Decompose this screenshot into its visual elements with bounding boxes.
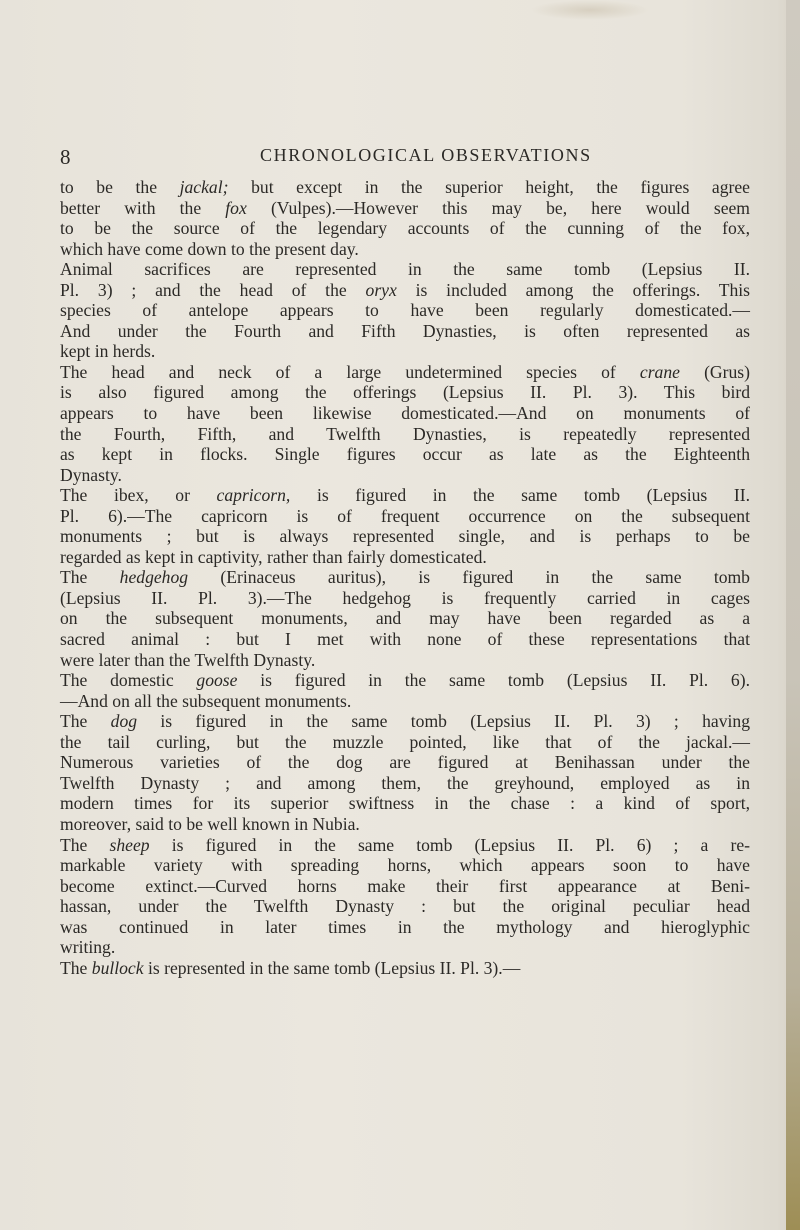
- text-line: [60, 300, 750, 321]
- line-text: is figured in the same tomb (Lepsius II. Pl. 6).: [237, 670, 750, 691]
- line-text: moreover, said to be well known in Nubia.: [60, 813, 360, 834]
- line-text: as kept in flocks. Single figures occur as late as the Eighteenth: [60, 444, 750, 465]
- text-line: [60, 485, 750, 506]
- text-line: [60, 403, 750, 424]
- line-text: The: [60, 567, 120, 588]
- line-text: Pl. 3) ; and the head of the: [60, 279, 366, 300]
- italic-term: bullock: [91, 957, 144, 978]
- italic-term: capricorn,: [216, 485, 291, 506]
- line-text: regarded as kept in captivity, rather than fairly domesticated.: [60, 546, 487, 567]
- text-line: [60, 608, 750, 629]
- line-text: hassan, under the Twelfth Dynasty : but the original peculiar head: [60, 896, 750, 917]
- line-text: The: [60, 834, 110, 855]
- page-edge: [786, 0, 800, 1230]
- text-line: [60, 382, 750, 403]
- line-text: Numerous varieties of the dog are figured at Benihassan under the: [60, 752, 750, 773]
- line-text: appears to have been likewise domesticated.—And on monuments of: [60, 403, 750, 424]
- italic-term: hedgehog: [119, 567, 189, 588]
- line-text: monuments ; but is always represented single, and is perhaps to be: [60, 526, 750, 547]
- italic-term: oryx: [365, 279, 397, 300]
- line-text: Dynasty.: [60, 464, 122, 485]
- line-text: Animal sacrifices are represented in the same tomb (Lepsius II.: [60, 259, 750, 280]
- line-text: is also figured among the offerings (Lepsius II. Pl. 3). This bird: [60, 382, 750, 403]
- line-text: to be the: [60, 177, 180, 197]
- page-number: 8: [60, 145, 71, 169]
- text-line: [60, 793, 750, 814]
- text-line: [60, 711, 750, 732]
- line-text: the tail curling, but the muzzle pointed, like that of the jackal.—: [60, 731, 750, 752]
- text-line: [60, 547, 750, 568]
- line-text: And under the Fourth and Fifth Dynasties, is often represented as: [60, 320, 750, 341]
- text-line: [60, 835, 750, 856]
- line-text: but except in the superior height, the figures agree: [228, 177, 750, 197]
- text-line: [60, 896, 750, 917]
- line-text: The ibex, or: [60, 485, 217, 506]
- line-text: —And on all the subsequent monuments.: [60, 690, 352, 711]
- italic-term: crane: [639, 361, 680, 382]
- line-text: markable variety with spreading horns, which appears soon to have: [60, 855, 750, 876]
- text-line: [60, 362, 750, 383]
- text-line: [60, 177, 750, 198]
- text-line: [60, 444, 750, 465]
- text-line: [60, 424, 750, 445]
- line-text: is figured in the same tomb (Lepsius II. Pl. 3) ; having: [137, 711, 750, 732]
- line-text: on the subsequent monuments, and may have been regarded as a: [60, 608, 750, 629]
- text-line: [60, 526, 750, 547]
- line-text: were later than the Twelfth Dynasty.: [60, 649, 316, 670]
- line-text: to be the source of the legendary accounts of the cunning of the fox,: [60, 218, 750, 239]
- line-text: The: [60, 957, 92, 978]
- text-line: [60, 629, 750, 650]
- text-line: [60, 917, 750, 938]
- italic-term: sheep: [109, 834, 150, 855]
- running-title: CHRONOLOGICAL OBSERVATIONS: [260, 145, 592, 165]
- page-stain: [530, 0, 650, 20]
- line-text: better with the: [60, 197, 226, 218]
- text-line: [60, 506, 750, 527]
- text-line: [60, 341, 750, 362]
- line-text: is figured in the same tomb (Lepsius II.: [290, 485, 750, 506]
- body-text: [60, 177, 750, 978]
- line-text: sacred animal : but I met with none of these representations that: [60, 629, 750, 650]
- text-line: [60, 280, 750, 301]
- line-text: Pl. 6).—The capricorn is of frequent occurrence on the subsequent: [60, 505, 750, 526]
- line-text: writing.: [60, 937, 116, 958]
- text-line: [60, 588, 750, 609]
- line-text: (Vulpes).—However this may be, here would seem: [246, 197, 750, 218]
- line-text: Twelfth Dynasty ; and among them, the greyhound, employed as in: [60, 772, 750, 793]
- text-line: [60, 752, 750, 773]
- text-line: [60, 773, 750, 794]
- text-line: [60, 691, 750, 712]
- italic-term: fox: [225, 197, 247, 218]
- text-line: [60, 198, 750, 219]
- text-line: [60, 732, 750, 753]
- text-line: [60, 876, 750, 897]
- text-line: [60, 650, 750, 671]
- text-line: [60, 239, 750, 260]
- text-line: [60, 814, 750, 835]
- italic-term: dog: [110, 711, 138, 732]
- line-text: is figured in the same tomb (Lepsius II. Pl. 6) ; a re-: [149, 834, 750, 855]
- text-line: [60, 218, 750, 239]
- text-line: [60, 259, 750, 280]
- text-line: [60, 321, 750, 342]
- line-text: The: [60, 711, 111, 732]
- italic-term: jackal;: [179, 177, 229, 197]
- line-text: the Fourth, Fifth, and Twelfth Dynasties, is repeatedly represented: [60, 423, 750, 444]
- line-text: which have come down to the present day.: [60, 238, 359, 259]
- line-text: kept in herds.: [60, 341, 156, 362]
- italic-term: goose: [196, 670, 238, 691]
- line-text: The head and neck of a large undetermined species of: [60, 361, 640, 382]
- text-line: [60, 937, 750, 958]
- line-text: The domestic: [60, 670, 197, 691]
- line-text: become extinct.—Curved horns make their first appearance at Beni-: [60, 875, 750, 896]
- line-text: (Erinaceus auritus), is figured in the same tomb: [188, 567, 750, 588]
- line-text: (Lepsius II. Pl. 3).—The hedgehog is frequently carried in cages: [60, 587, 750, 608]
- text-line: [60, 465, 750, 486]
- running-head: [60, 142, 750, 169]
- line-text: was continued in later times in the mythology and hieroglyphic: [60, 916, 750, 937]
- line-text: is included among the offerings. This: [396, 279, 751, 300]
- text-line: [60, 670, 750, 691]
- line-text: is represented in the same tomb (Lepsius II. Pl. 3).—: [143, 957, 521, 978]
- line-text: modern times for its superior swiftness in the chase : a kind of sport,: [60, 793, 750, 814]
- text-line: [60, 958, 750, 979]
- line-text: (Grus): [679, 361, 750, 382]
- text-line: [60, 855, 750, 876]
- line-text: species of antelope appears to have been regularly domesticated.—: [60, 300, 750, 321]
- text-line: [60, 567, 750, 588]
